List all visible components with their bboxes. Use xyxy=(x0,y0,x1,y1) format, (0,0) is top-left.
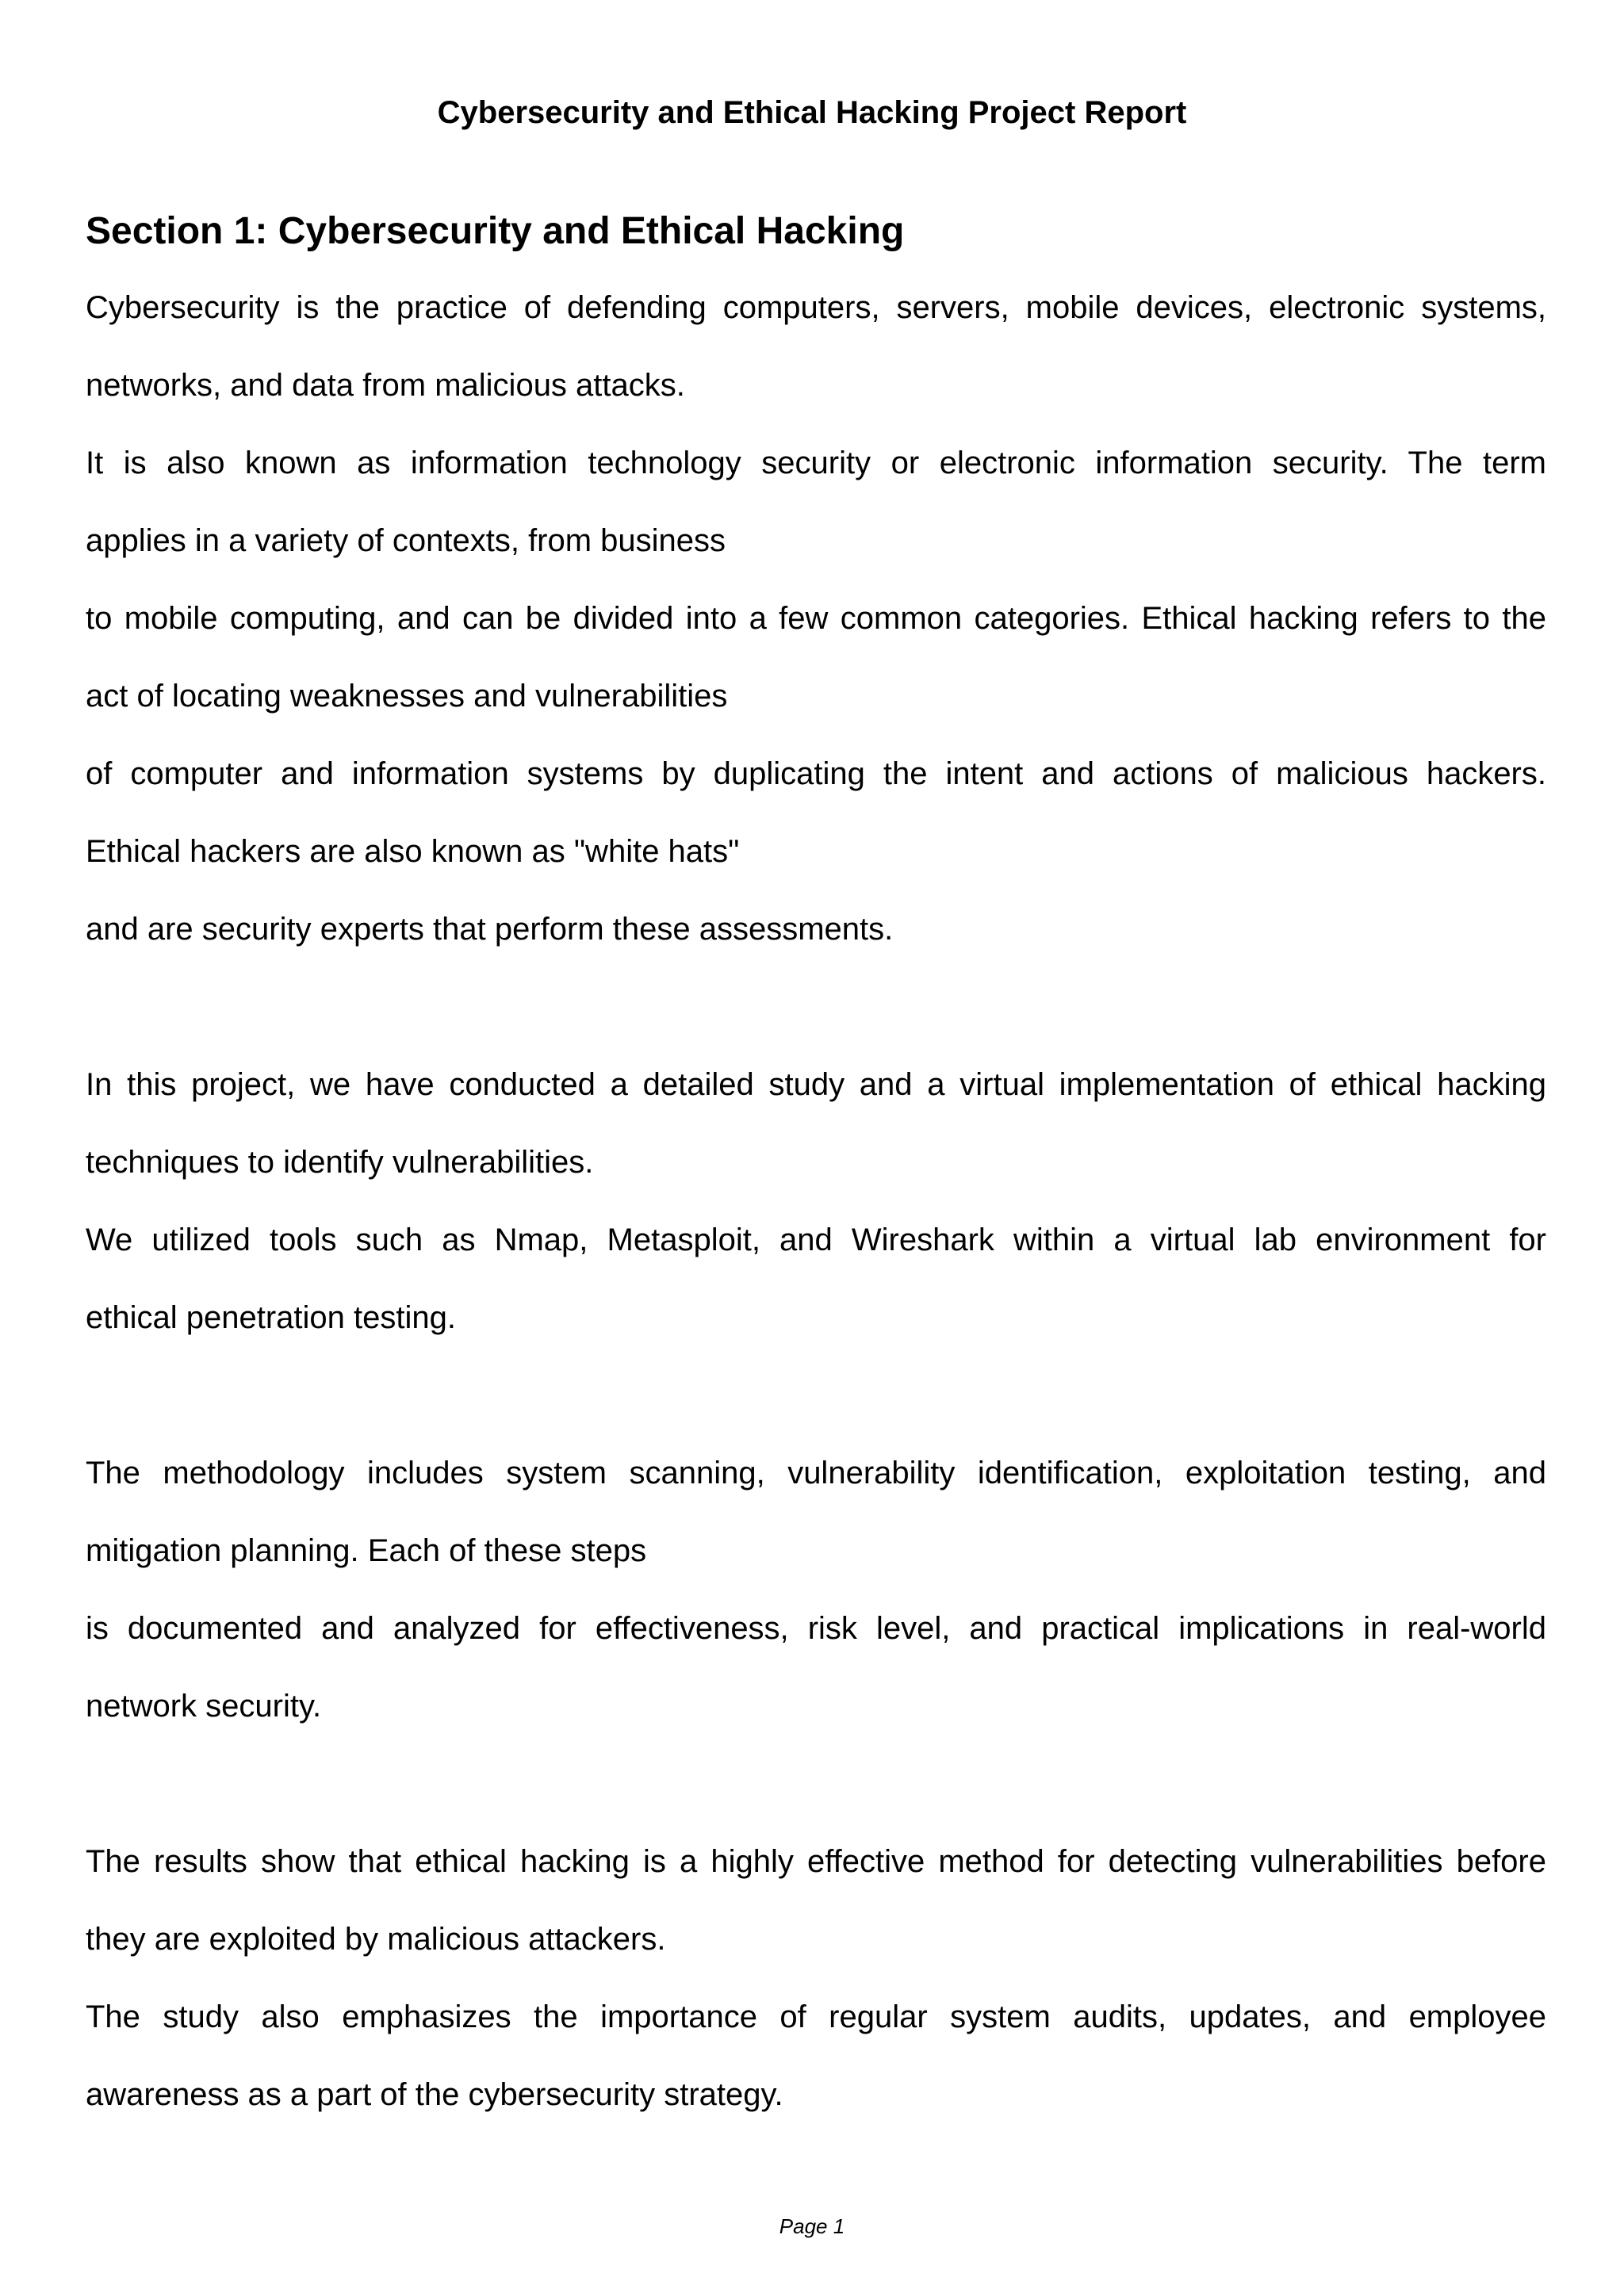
text-line: of computer and information systems by duplicating the intent and actions of malicious hackers. xyxy=(86,756,1546,791)
text-line: The methodology includes system scanning, vulnerability identification, exploitation testing, and xyxy=(86,1456,1546,1490)
text-line: Cybersecurity is the practice of defending computers, servers, mobile devices, electronic systems, xyxy=(86,290,1546,325)
text-line: mitigation planning. Each of these steps xyxy=(86,1533,647,1568)
page-number: Page 1 xyxy=(779,2214,845,2238)
paragraph-spacer xyxy=(86,1372,1546,1449)
text-line: they are exploited by malicious attackers. xyxy=(86,1922,666,1957)
paragraph-spacer xyxy=(86,1760,1546,1838)
text-line: It is also known as information technology security or electronic information security. The term xyxy=(86,446,1546,480)
text-line: to mobile computing, and can be divided into a few common categories. Ethical hacking refers to the xyxy=(86,601,1546,636)
text-line: networks, and data from malicious attacks. xyxy=(86,368,685,403)
text-line: and are security experts that perform these assessments. xyxy=(86,912,894,947)
text-line: awareness as a part of the cybersecurity strategy. xyxy=(86,2077,783,2112)
text-line: We utilized tools such as Nmap, Metasploit, and Wireshark within a virtual lab environment for xyxy=(86,1223,1546,1257)
text-line: applies in a variety of contexts, from business xyxy=(86,523,726,558)
body-text xyxy=(86,284,1546,2149)
text-line: In this project, we have conducted a detailed study and a virtual implementation of ethical hacking xyxy=(86,1067,1546,1102)
text-line: The results show that ethical hacking is a highly effective method for detecting vulnerabilities before xyxy=(86,1844,1546,1879)
text-line: is documented and analyzed for effectiveness, risk level, and practical implications in real-world xyxy=(86,1611,1546,1646)
text-line: act of locating weaknesses and vulnerabilities xyxy=(86,679,728,714)
text-line: Ethical hackers are also known as "white hats" xyxy=(86,834,740,869)
document-title: Cybersecurity and Ethical Hacking Project Report xyxy=(437,95,1187,130)
text-line: The study also emphasizes the importance of regular system audits, updates, and employee xyxy=(86,1999,1546,2034)
section-heading: Section 1: Cybersecurity and Ethical Hacking xyxy=(86,210,905,252)
text-line: network security. xyxy=(86,1689,322,1724)
text-line: techniques to identify vulnerabilities. xyxy=(86,1145,594,1180)
paragraph-spacer xyxy=(86,983,1546,1061)
text-line: ethical penetration testing. xyxy=(86,1300,456,1335)
